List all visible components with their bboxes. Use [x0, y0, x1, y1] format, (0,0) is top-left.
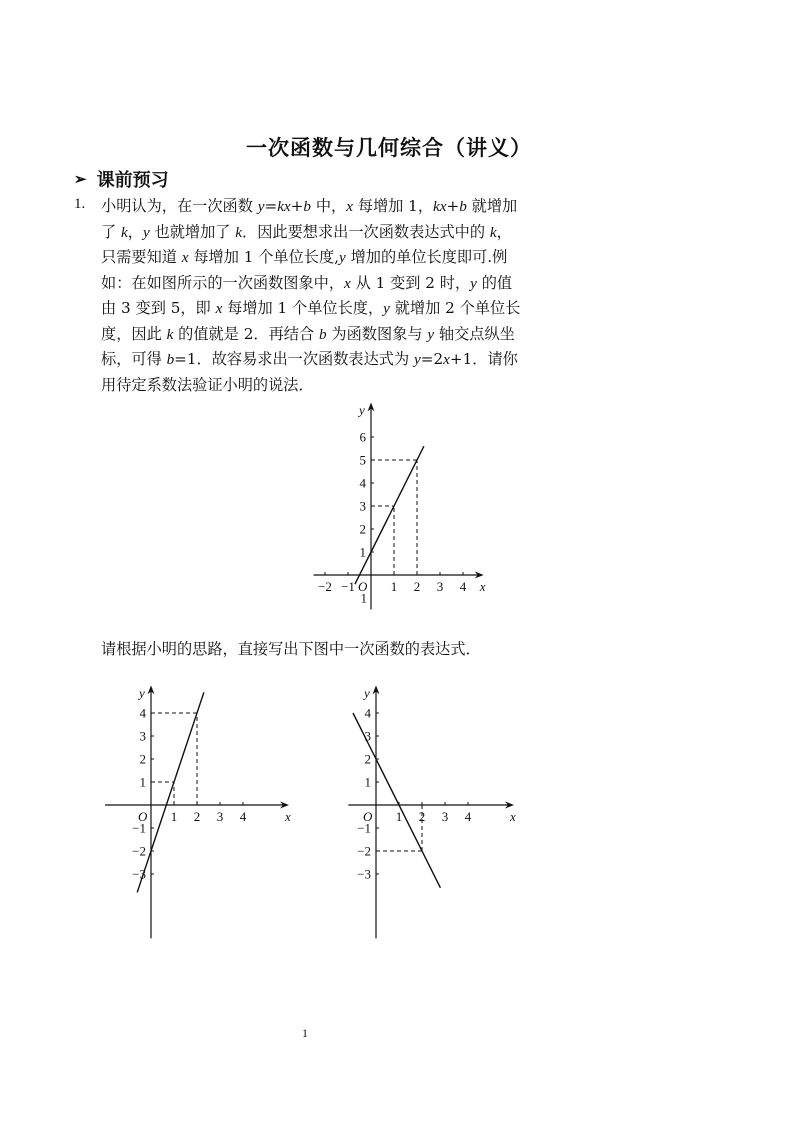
x-axis-label: x — [479, 579, 486, 594]
y-tick-label: 1 — [139, 774, 146, 790]
x-tick-label: 3 — [441, 809, 449, 824]
y-tick-label: 1 — [360, 590, 367, 606]
y-tick-label: 4 — [359, 475, 366, 491]
left-exercise-graph — [100, 676, 300, 946]
right-exercise-graph — [324, 676, 524, 946]
problem-line: 了 k，y 也就增加了 k．因此要想求出一次函数表达式中的 k， — [101, 222, 512, 241]
y-tick-label: 3 — [364, 728, 371, 744]
x-tick-label: 3 — [436, 579, 444, 594]
left-exercise-graph-svg — [100, 676, 300, 946]
x-tick-label: 1 — [395, 809, 403, 824]
y-tick-label: 2 — [364, 751, 371, 767]
y-axis-label: y — [139, 685, 145, 701]
page-title: 一次函数与几何综合（讲义） — [246, 135, 532, 160]
right-exercise-graph-svg — [324, 676, 524, 946]
y-tick-label: −3 — [132, 866, 146, 882]
y-tick-label: −1 — [357, 820, 371, 836]
problem-line: 度，因此 k 的值就是 2．再结合 b 为函数图象与 y 轴交点纵坐 — [101, 324, 515, 343]
x-axis-label: x — [510, 809, 516, 824]
arrow-bullet-icon: ➢ — [74, 170, 87, 188]
x-tick-label: −2 — [318, 579, 332, 594]
problem-line: 如：在如图所示的一次函数图象中，x 从 1 变到 2 时，y 的值 — [101, 273, 513, 292]
problem-number: 1. — [74, 196, 86, 212]
origin-label: O — [363, 809, 373, 824]
problem-text — [101, 194, 523, 397]
x-tick-label: 2 — [413, 579, 421, 594]
problem-line: 只需要知道 x 每增加 1 个单位长度,y 增加的单位长度即可.例 — [101, 248, 508, 266]
origin-label: O — [358, 579, 368, 594]
x-tick-label: 2 — [418, 809, 426, 824]
x-tick-label: 1 — [390, 579, 398, 594]
x-tick-label: 2 — [193, 809, 201, 824]
x-axis-label: x — [285, 809, 291, 824]
function-line — [137, 692, 204, 892]
problem-line: 标，可得 b=1．故容易求出一次函数表达式为 y=2x+1．请你 — [101, 350, 518, 368]
y-tick-label: 1 — [359, 544, 366, 560]
y-tick-label: −1 — [132, 820, 146, 836]
y-tick-label: 3 — [139, 728, 146, 744]
page-number: 1 — [302, 1026, 308, 1040]
instruction-text: 请根据小明的思路，直接写出下图中一次函数的表达式． — [101, 640, 481, 658]
x-tick-label: 1 — [170, 809, 178, 824]
y-tick-label: 2 — [139, 751, 146, 767]
y-tick-label: 6 — [359, 429, 366, 445]
example-graph-svg — [308, 396, 504, 612]
y-tick-label: −2 — [357, 843, 371, 859]
origin-label: O — [138, 809, 148, 824]
y-tick-label: 4 — [364, 705, 371, 721]
problem-line: 小明认为，在一次函数 y=kx+b 中，x 每增加 1，kx+b 就增加 — [101, 197, 518, 215]
function-line — [353, 713, 440, 888]
x-tick-label: −1 — [341, 579, 355, 594]
y-axis-label: y — [364, 685, 370, 701]
y-tick-label: 5 — [359, 452, 366, 468]
problem-line: 用待定系数法验证小明的说法． — [101, 375, 314, 394]
y-tick-label: −3 — [357, 866, 371, 882]
y-tick-label: −2 — [132, 843, 146, 859]
section-label: 课前预习 — [96, 170, 169, 191]
example-graph — [308, 396, 504, 612]
x-tick-label: 4 — [464, 809, 472, 824]
y-tick-label: 2 — [359, 521, 366, 537]
x-tick-label: 3 — [216, 809, 224, 824]
y-tick-label: 1 — [364, 774, 371, 790]
y-tick-label: 4 — [139, 705, 146, 721]
problem-line: 由 3 变到 5，即 x 每增加 1 个单位长度，y 就增加 2 个单位长 — [101, 299, 521, 317]
x-tick-label: 4 — [459, 579, 467, 594]
y-axis-label: y — [359, 402, 365, 418]
x-tick-label: 4 — [239, 809, 247, 824]
y-tick-label: 3 — [359, 498, 366, 514]
section-heading — [74, 166, 169, 192]
